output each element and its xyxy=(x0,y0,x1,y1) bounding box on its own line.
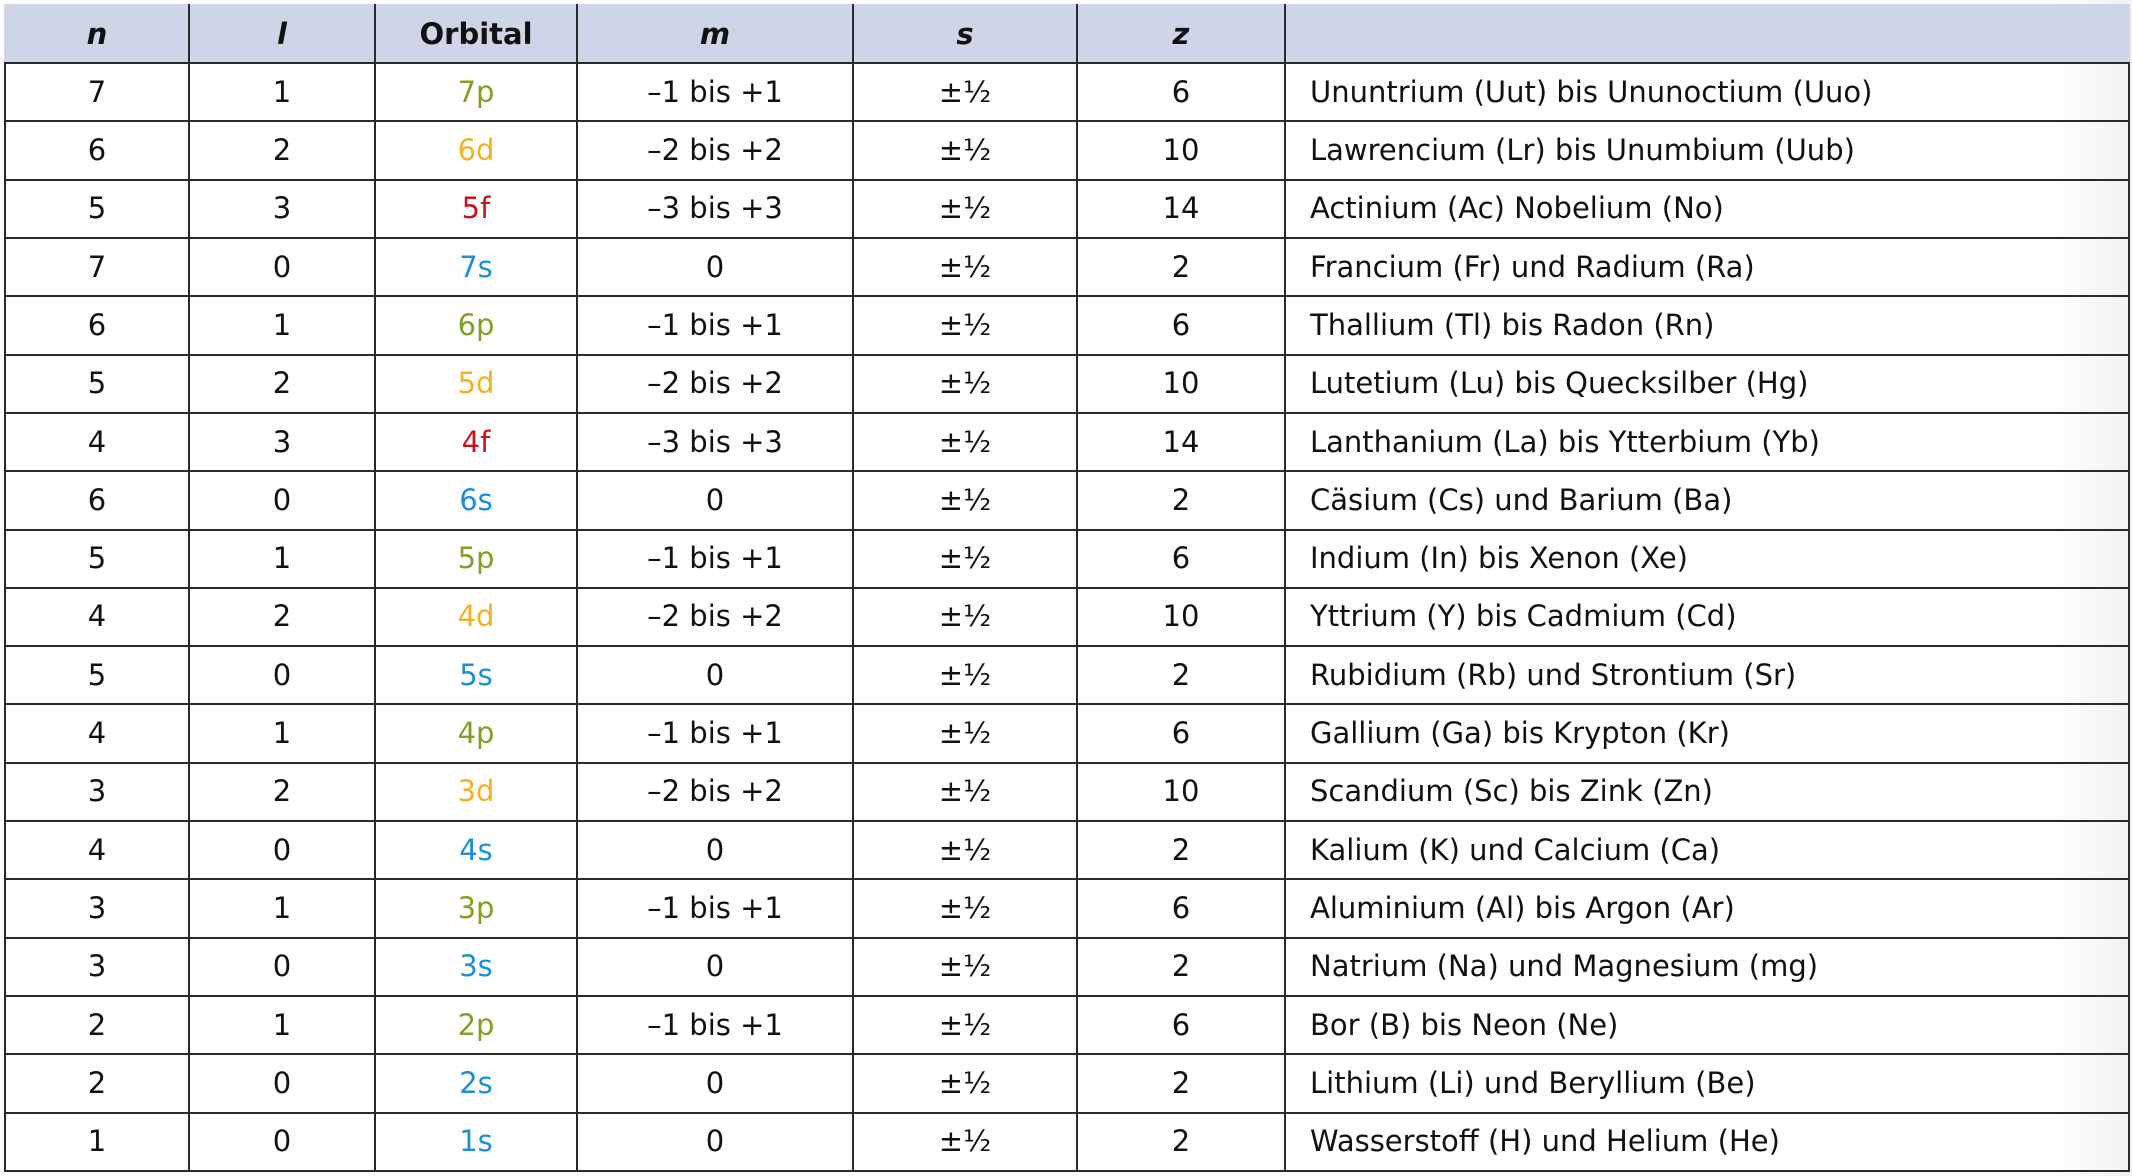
cell-orbital: 1s xyxy=(375,1113,577,1171)
cell-z: 14 xyxy=(1077,413,1285,471)
table-row xyxy=(5,63,2129,121)
cell-s: ±½ xyxy=(853,588,1077,646)
header-n: n xyxy=(5,5,189,63)
cell-m: 0 xyxy=(577,938,853,996)
cell-s: ±½ xyxy=(853,63,1077,121)
cell-orbital: 4f xyxy=(375,413,577,471)
table-row xyxy=(5,296,2129,354)
cell-description: Lawrencium (Lr) bis Unumbium (Uub) xyxy=(1285,121,2129,179)
cell-m: 0 xyxy=(577,238,853,296)
cell-description: Rubidium (Rb) und Strontium (Sr) xyxy=(1285,646,2129,704)
cell-z: 2 xyxy=(1077,646,1285,704)
cell-m: –3 bis +3 xyxy=(577,413,853,471)
header-l: l xyxy=(189,5,375,63)
cell-l: 0 xyxy=(189,471,375,529)
cell-description: Scandium (Sc) bis Zink (Zn) xyxy=(1285,763,2129,821)
cell-s: ±½ xyxy=(853,121,1077,179)
cell-orbital: 5f xyxy=(375,180,577,238)
header-orbital: Orbital xyxy=(375,5,577,63)
table-row xyxy=(5,530,2129,588)
cell-description: Thallium (Tl) bis Radon (Rn) xyxy=(1285,296,2129,354)
cell-m: 0 xyxy=(577,1054,853,1112)
cell-n: 3 xyxy=(5,879,189,937)
cell-l: 2 xyxy=(189,588,375,646)
cell-n: 2 xyxy=(5,1054,189,1112)
orbital-table xyxy=(4,4,2130,1172)
cell-l: 3 xyxy=(189,413,375,471)
header-description xyxy=(1285,5,2129,63)
cell-l: 0 xyxy=(189,938,375,996)
cell-m: 0 xyxy=(577,646,853,704)
table-row xyxy=(5,355,2129,413)
cell-n: 5 xyxy=(5,180,189,238)
cell-orbital: 7p xyxy=(375,63,577,121)
cell-m: 0 xyxy=(577,471,853,529)
cell-z: 2 xyxy=(1077,1054,1285,1112)
cell-description: Francium (Fr) und Radium (Ra) xyxy=(1285,238,2129,296)
table-row xyxy=(5,938,2129,996)
cell-s: ±½ xyxy=(853,238,1077,296)
cell-m: –1 bis +1 xyxy=(577,704,853,762)
cell-n: 3 xyxy=(5,763,189,821)
cell-orbital: 7s xyxy=(375,238,577,296)
cell-description: Bor (B) bis Neon (Ne) xyxy=(1285,996,2129,1054)
cell-l: 3 xyxy=(189,180,375,238)
cell-s: ±½ xyxy=(853,180,1077,238)
cell-m: –3 bis +3 xyxy=(577,180,853,238)
cell-z: 6 xyxy=(1077,296,1285,354)
cell-s: ±½ xyxy=(853,646,1077,704)
cell-s: ±½ xyxy=(853,530,1077,588)
cell-description: Indium (In) bis Xenon (Xe) xyxy=(1285,530,2129,588)
cell-l: 1 xyxy=(189,704,375,762)
header-s: s xyxy=(853,5,1077,63)
cell-n: 6 xyxy=(5,296,189,354)
cell-l: 0 xyxy=(189,646,375,704)
cell-s: ±½ xyxy=(853,1113,1077,1171)
table-row xyxy=(5,471,2129,529)
cell-orbital: 2s xyxy=(375,1054,577,1112)
cell-orbital: 4p xyxy=(375,704,577,762)
cell-m: –2 bis +2 xyxy=(577,763,853,821)
cell-n: 6 xyxy=(5,121,189,179)
cell-l: 2 xyxy=(189,763,375,821)
cell-s: ±½ xyxy=(853,879,1077,937)
table-row xyxy=(5,588,2129,646)
cell-z: 2 xyxy=(1077,938,1285,996)
cell-m: –1 bis +1 xyxy=(577,530,853,588)
cell-n: 5 xyxy=(5,355,189,413)
table-row xyxy=(5,1054,2129,1112)
cell-l: 2 xyxy=(189,355,375,413)
cell-s: ±½ xyxy=(853,938,1077,996)
cell-orbital: 2p xyxy=(375,996,577,1054)
table-header xyxy=(5,5,2129,63)
cell-n: 4 xyxy=(5,704,189,762)
cell-l: 1 xyxy=(189,296,375,354)
cell-description: Lithium (Li) und Beryllium (Be) xyxy=(1285,1054,2129,1112)
cell-n: 4 xyxy=(5,821,189,879)
table-row xyxy=(5,1113,2129,1171)
cell-l: 0 xyxy=(189,821,375,879)
cell-s: ±½ xyxy=(853,296,1077,354)
cell-m: –2 bis +2 xyxy=(577,121,853,179)
cell-n: 2 xyxy=(5,996,189,1054)
cell-m: –1 bis +1 xyxy=(577,63,853,121)
cell-l: 0 xyxy=(189,238,375,296)
cell-n: 3 xyxy=(5,938,189,996)
cell-z: 6 xyxy=(1077,879,1285,937)
cell-l: 2 xyxy=(189,121,375,179)
table-row xyxy=(5,180,2129,238)
cell-z: 2 xyxy=(1077,821,1285,879)
cell-z: 14 xyxy=(1077,180,1285,238)
cell-m: –1 bis +1 xyxy=(577,996,853,1054)
cell-s: ±½ xyxy=(853,763,1077,821)
cell-orbital: 5p xyxy=(375,530,577,588)
table-row xyxy=(5,996,2129,1054)
cell-n: 4 xyxy=(5,588,189,646)
cell-z: 10 xyxy=(1077,763,1285,821)
table-row xyxy=(5,879,2129,937)
cell-description: Wasserstoff (H) und Helium (He) xyxy=(1285,1113,2129,1171)
table-row xyxy=(5,821,2129,879)
cell-n: 7 xyxy=(5,238,189,296)
table-row xyxy=(5,763,2129,821)
cell-orbital: 4s xyxy=(375,821,577,879)
cell-m: –2 bis +2 xyxy=(577,355,853,413)
cell-orbital: 6d xyxy=(375,121,577,179)
cell-z: 2 xyxy=(1077,238,1285,296)
cell-z: 2 xyxy=(1077,471,1285,529)
cell-description: Yttrium (Y) bis Cadmium (Cd) xyxy=(1285,588,2129,646)
cell-l: 0 xyxy=(189,1054,375,1112)
cell-n: 4 xyxy=(5,413,189,471)
cell-l: 1 xyxy=(189,63,375,121)
cell-orbital: 5d xyxy=(375,355,577,413)
cell-orbital: 3p xyxy=(375,879,577,937)
cell-s: ±½ xyxy=(853,1054,1077,1112)
cell-m: –2 bis +2 xyxy=(577,588,853,646)
cell-n: 7 xyxy=(5,63,189,121)
cell-z: 6 xyxy=(1077,530,1285,588)
cell-s: ±½ xyxy=(853,821,1077,879)
table-row xyxy=(5,704,2129,762)
table-row xyxy=(5,646,2129,704)
header-m: m xyxy=(577,5,853,63)
cell-n: 6 xyxy=(5,471,189,529)
cell-m: 0 xyxy=(577,821,853,879)
cell-description: Natrium (Na) und Magnesium (mg) xyxy=(1285,938,2129,996)
cell-orbital: 5s xyxy=(375,646,577,704)
table-row xyxy=(5,238,2129,296)
cell-m: 0 xyxy=(577,1113,853,1171)
cell-z: 10 xyxy=(1077,121,1285,179)
cell-s: ±½ xyxy=(853,471,1077,529)
cell-l: 1 xyxy=(189,879,375,937)
cell-orbital: 3d xyxy=(375,763,577,821)
cell-m: –1 bis +1 xyxy=(577,296,853,354)
cell-description: Cäsium (Cs) und Barium (Ba) xyxy=(1285,471,2129,529)
cell-orbital: 6p xyxy=(375,296,577,354)
header-z: z xyxy=(1077,5,1285,63)
cell-n: 1 xyxy=(5,1113,189,1171)
cell-s: ±½ xyxy=(853,355,1077,413)
cell-description: Gallium (Ga) bis Krypton (Kr) xyxy=(1285,704,2129,762)
cell-z: 6 xyxy=(1077,63,1285,121)
cell-description: Lanthanium (La) bis Ytterbium (Yb) xyxy=(1285,413,2129,471)
cell-orbital: 4d xyxy=(375,588,577,646)
cell-l: 1 xyxy=(189,996,375,1054)
cell-z: 10 xyxy=(1077,588,1285,646)
cell-orbital: 6s xyxy=(375,471,577,529)
cell-description: Aluminium (Al) bis Argon (Ar) xyxy=(1285,879,2129,937)
cell-z: 10 xyxy=(1077,355,1285,413)
cell-l: 1 xyxy=(189,530,375,588)
cell-z: 6 xyxy=(1077,996,1285,1054)
cell-description: Kalium (K) und Calcium (Ca) xyxy=(1285,821,2129,879)
cell-s: ±½ xyxy=(853,413,1077,471)
cell-n: 5 xyxy=(5,530,189,588)
cell-z: 2 xyxy=(1077,1113,1285,1171)
table-row xyxy=(5,413,2129,471)
cell-orbital: 3s xyxy=(375,938,577,996)
cell-description: Ununtrium (Uut) bis Ununoctium (Uuo) xyxy=(1285,63,2129,121)
cell-m: –1 bis +1 xyxy=(577,879,853,937)
cell-n: 5 xyxy=(5,646,189,704)
table-body xyxy=(5,63,2129,1171)
cell-l: 0 xyxy=(189,1113,375,1171)
cell-s: ±½ xyxy=(853,996,1077,1054)
header-row xyxy=(5,5,2129,63)
cell-description: Lutetium (Lu) bis Quecksilber (Hg) xyxy=(1285,355,2129,413)
table-row xyxy=(5,121,2129,179)
cell-description: Actinium (Ac) Nobelium (No) xyxy=(1285,180,2129,238)
cell-z: 6 xyxy=(1077,704,1285,762)
cell-s: ±½ xyxy=(853,704,1077,762)
